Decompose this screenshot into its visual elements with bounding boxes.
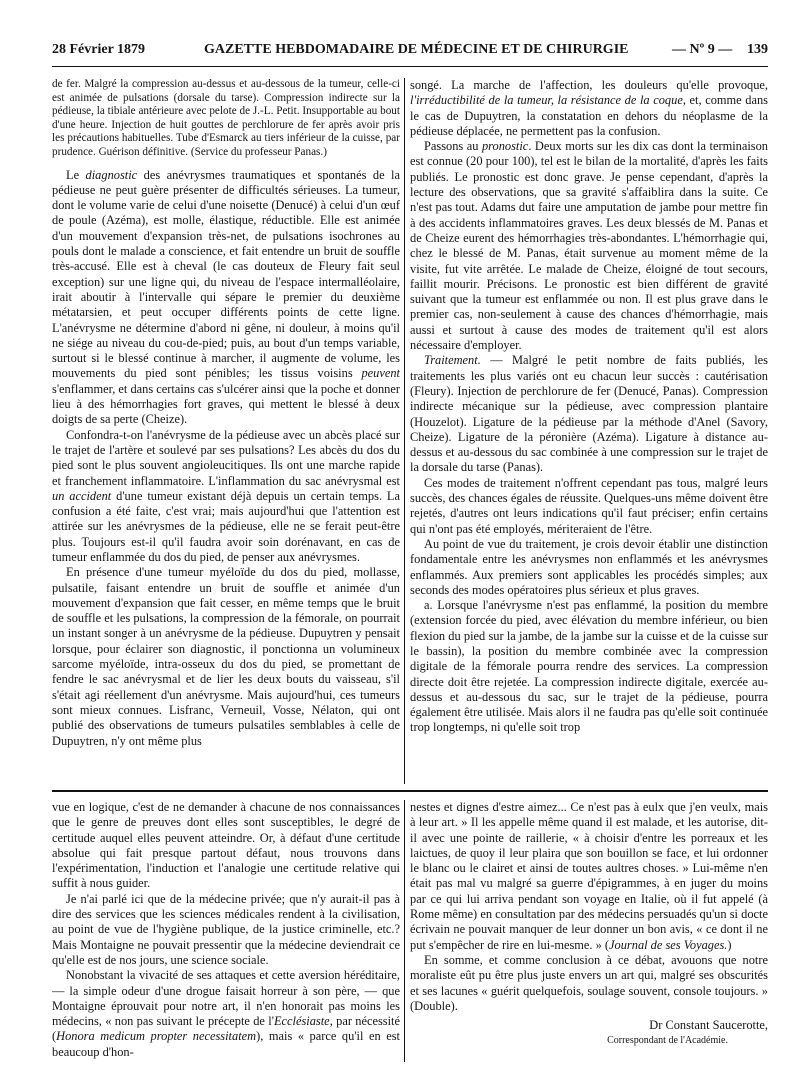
paragraph-modes: Ces modes de traitement n'offrent cependant pas tous, malgré leurs succès, des chances égales de réussite. Quelques-uns même doivent être rejetés, d'autres ont leurs indications qu'il faut préciser; enfin certains qui n'ont pas été employés, mériteraient de l'être. (410, 475, 768, 536)
column-3 (52, 800, 400, 1062)
paragraph-montaigne: Nonobstant la vivacité de ses attaques et cette aversion héréditaire, — la simple odeur d'une drogue faisait horreur à son père, — que Montaigne éprouvait pour notre art, il n'en honorait pas moins les médecins, « non pas suivant le précepte de l'Ecclésiaste, par nécessité (Honora medicum propter necessitatem), mais « parce qu'il en est beaucoup d'hon- (52, 968, 400, 1059)
paragraph-confusion: songé. La marche de l'affection, les douleurs qu'elle provoque, l'irréductibilité de la tumeur, la résistance de la coque, et, comme dans le cas de Dupuytren, la constatation en dehors du néoplasme de la pédieuse déplacée, ne permettent pas la confusion. (410, 78, 768, 138)
paragraph-tumeur-myeloide: En présence d'une tumeur myéloïde du dos du pied, mollasse, pulsatile, faisant entendre un bruit de souffle et animée d'un mouvement d'expansion que fait cesser, en même temps que le bruit de souffle et les pulsations, la compression de la fémorale, on pourrait un instant songer à un anévrysme de la pédieuse. Dupuytren y pensait lorsque, pour éclairer son diagnostic, il ponctionna un volumineux sarcome myéloïde, intra-osseux du dos du pied, se promettant de fendre le sac anévrysmal et de lier les deux bouts du vaisseau, s'il s'était agi réellement d'un anévrysme. Mais aujourd'hui, ces tumeurs sont mieux connues. Lisfranc, Verneuil, Vosse, Nélaton, qui ont publié des observations de tumeurs pulsatiles semblables à celle de Dupuytren, n'y ont même plus (52, 565, 400, 748)
header-rule (52, 66, 768, 67)
paragraph-non-enflamme: a. Lorsque l'anévrysme n'est pas enflammé, la position du membre (extension forcée du pied, avec élévation du membre inférieur, ou bien flexion du pied sur la jambe, de la jambe sur la cuisse et de la cuisse sur le bassin), la position du membre combinée avec la compression digitale de la fémorale pourra rendre des services. La compression directe doit être rejetée. La compression indirecte digitale, exercée au-dessus et au-dessous du sac, sur le trajet de la pédieuse, pourra également être utilisée. Mais alors il ne faudra pas qu'elle soit continuée trop longtemps, ni qu'elle soit trop (410, 598, 768, 735)
header-date: 28 Février 1879 (52, 42, 146, 57)
page-header (52, 40, 768, 62)
paragraph-abces: Confondra-t-on l'anévrysme de la pédieuse avec un abcès placé sur le trajet de l'artère et soulevé par ses pulsations? Les abcès du dos du pied sont le plus souvent angioleucitiques. Ils ont une marche rapide et franchement inflammatoire. L'inflammation du sac anévrysmal est un accident d'une tumeur existant déjà depuis un certain temps. La confusion a été faite, c'est vrai; mais aujourd'hui que l'attention est attirée sur les anévrysmes de la pédieuse, elle ne se ferait peut-être plus. Toujours est-il qu'il faudra avoir soin dorénavant, en cas de tumeur enflammée du dos du pied, de penser aux anévrysmes. (52, 427, 400, 564)
header-page-number: 139 (747, 42, 768, 57)
column-1 (52, 78, 400, 784)
column-4 (410, 800, 768, 1062)
column-divider-top (404, 78, 405, 784)
paragraph-pronostic: Passons au pronostic. Deux morts sur les dix cas dont la terminaison est connue (20 pour 100), tel est le bilan de la mortalité, d'après les faits publiés. Le pronostic est donc grave. Je pense cependant, d'après la lecture des observations, que sa gravité s'affaiblira dans la suite. Ce n'est pas tout. Adams dut faire une amputation de jambe pour mettre fin à des accidents inflammatoires graves. Les deux blessés de M. Panas et de Cheize eurent des hémorrhagies très-abondantes. L'hémorrhagie qui, chez le blessé de M. Panas, était survenue au moment même de la visite, fut vite arrêtée. Le malade de Cheize, éloigné de tout secours, faillit mourir. Précisons. Le pronostic est bien différent de gravité suivant que la tumeur est enflammée ou non. Il est plus grave dans le premier cas, non-seulement à cause des chances d'hémorrhagie, mais aussi et surtout à cause des modes de traitement qu'il est alors nécessaire d'employer. (410, 139, 768, 353)
paragraph-conclusion: En somme, et comme conclusion à ce débat, avouons que notre moraliste eût pu être plus juste envers un art qui, malgré ses obscurités et ses lacunes « guérit quelquefois, soulage souvent, console toujours. » (Double). (410, 952, 768, 1013)
column-divider-bottom (404, 800, 405, 1062)
paragraph-medecins: nestes et dignes d'estre aimez... Ce n'est pas à eulx que j'en veulx, mais à leur art. » Il les appelle même quand il est malade, et les autorise, dit-il avec une pointe de raillerie, « à choisir d'entre les porreaux et les laictues, de quoy il leur plaira que son bouillon se face, et lui ordonner le blanc ou le clairet et ainsi de toutes aultres choses. » Lui-même n'en était pas mal vu malgré sa guerre d'épigrammes, à en juger du moins par ce qui lui arriva pendant son voyage en Italie, où il fut appelé (à Rome même) en consultation par des médecins persuadés qu'un si docte écrivain ne pouvait manquer de leur donner un bon avis, « ce dont il ne put s'empêcher de rire en lui-mesme. » (Journal de ses Voyages.) (410, 800, 768, 952)
section-divider (52, 790, 768, 792)
paragraph-logique: vue en logique, c'est de ne demander à chacune de nos connaissances que le genre de preuves dont elles sont susceptibles, le degré de certitude auquel elles peuvent atteindre. Or, à défaut d'une certitude absolue qui fait presque partout défaut, nous trouvons dans l'expérimentation, l'induction et l'analogie une certitude relative qui suffit à nous guider. (52, 800, 400, 891)
header-title: GAZETTE HEBDOMADAIRE DE MÉDECINE ET DE CHIRURGIE (204, 42, 629, 57)
author-role: Correspondant de l'Académie. (607, 1035, 728, 1047)
paragraph-diagnostic: Le diagnostic des anévrysmes traumatiques et spontanés de la pédieuse ne peut guère présenter de difficultés sérieuses. La tumeur, dont le volume varie de celui d'une noisette (Denucé) à celui d'un œuf de poule (Azéma), est molle, élastique, réductible. Elle est animée d'un mouvement d'expansion très-net, de pulsations isochrones au pouls dont le malade a conscience, et fait entendre un bruit de souffle très-accusé. Elle est à cheval (le cas douteux de Fleury fait seul exception) sur une ligne qui, du niveau de l'espace intermalléolaire, irait aboutir à l'intervalle qui sépare le premier du deuxième métatarsien, et peut occuper différents points de cette ligne. L'anévrysme ne détermine d'abord ni gêne, ni douleur, à moins qu'il ne siége au niveau du cou-de-pied; puis, au bout d'un temps variable, surtout si le blessé continue à marcher, il augmente de volume, les mouvements du pied sont pénibles; les tissus voisins peuvent s'enflammer, et dans certains cas s'ulcérer ainsi que la poche et donner lieu à des hémorrhagies fort graves, qui mettent le blessé à deux doigts de sa perte (Cheize). (52, 167, 400, 427)
paragraph-medecine-privee: Je n'ai parlé ici que de la médecine privée; que n'y aurait-il pas à dire des services que les sciences médicales rendent à la civilisation, au point de vue de l'hygiène publique, de la justice criminelle, etc.? Mais Montaigne ne pouvait pressentir que la médecine deviendrait ce qu'elle est de nos jours, une science sociale. (52, 891, 400, 967)
author-signature: Dr Constant Saucerotte, (649, 1018, 768, 1033)
column-2 (410, 78, 768, 784)
paragraph-point-de-vue: Au point de vue du traitement, je crois devoir établir une distinction fondamentale entre les anévrysmes non enflammés et les anévrysmes enflammés. Aux premiers sont applicables les procédés simples; aux seconds des modes opératoires plus sérieux et plus graves. (410, 536, 768, 597)
case-observation-end: de fer. Malgré la compression au-dessus et au-dessous de la tumeur, celle-ci est animée de pulsations (dorsale du tarse). Compression indirecte sur la pédieuse, la tibiale antérieure avec pelote de J.-L. Petit. Insupportable au bout d'une heure. Injection de huit gouttes de perchlorure de fer après avoir pris les précautions habituelles. Tube d'Esmarck au tiers inférieur de la cuisse, par prudence. Guérison définitive. (Service du professeur Panas.) (52, 78, 400, 158)
paragraph-traitement: Traitement. — Malgré le petit nombre de faits publiés, les traitements les plus variés ont eu chacun leur succès : cautérisation (Fleury). Injection de perchlorure de fer (Denucé, Panas). Compression indirecte mécanique sur la pédieuse, avec compression plantaire (Houzelot). Ligature de la pédieuse par la méthode d'Anel (Savory, Cheize). Ligature de la péronière (Azéma). Ligature à distance au-dessus et au-dessous du sac combinée à une compression sur le trajet de la dorsale du tarse (Panas). (410, 353, 768, 475)
header-issue-number: — Nº 9 — (672, 42, 733, 57)
